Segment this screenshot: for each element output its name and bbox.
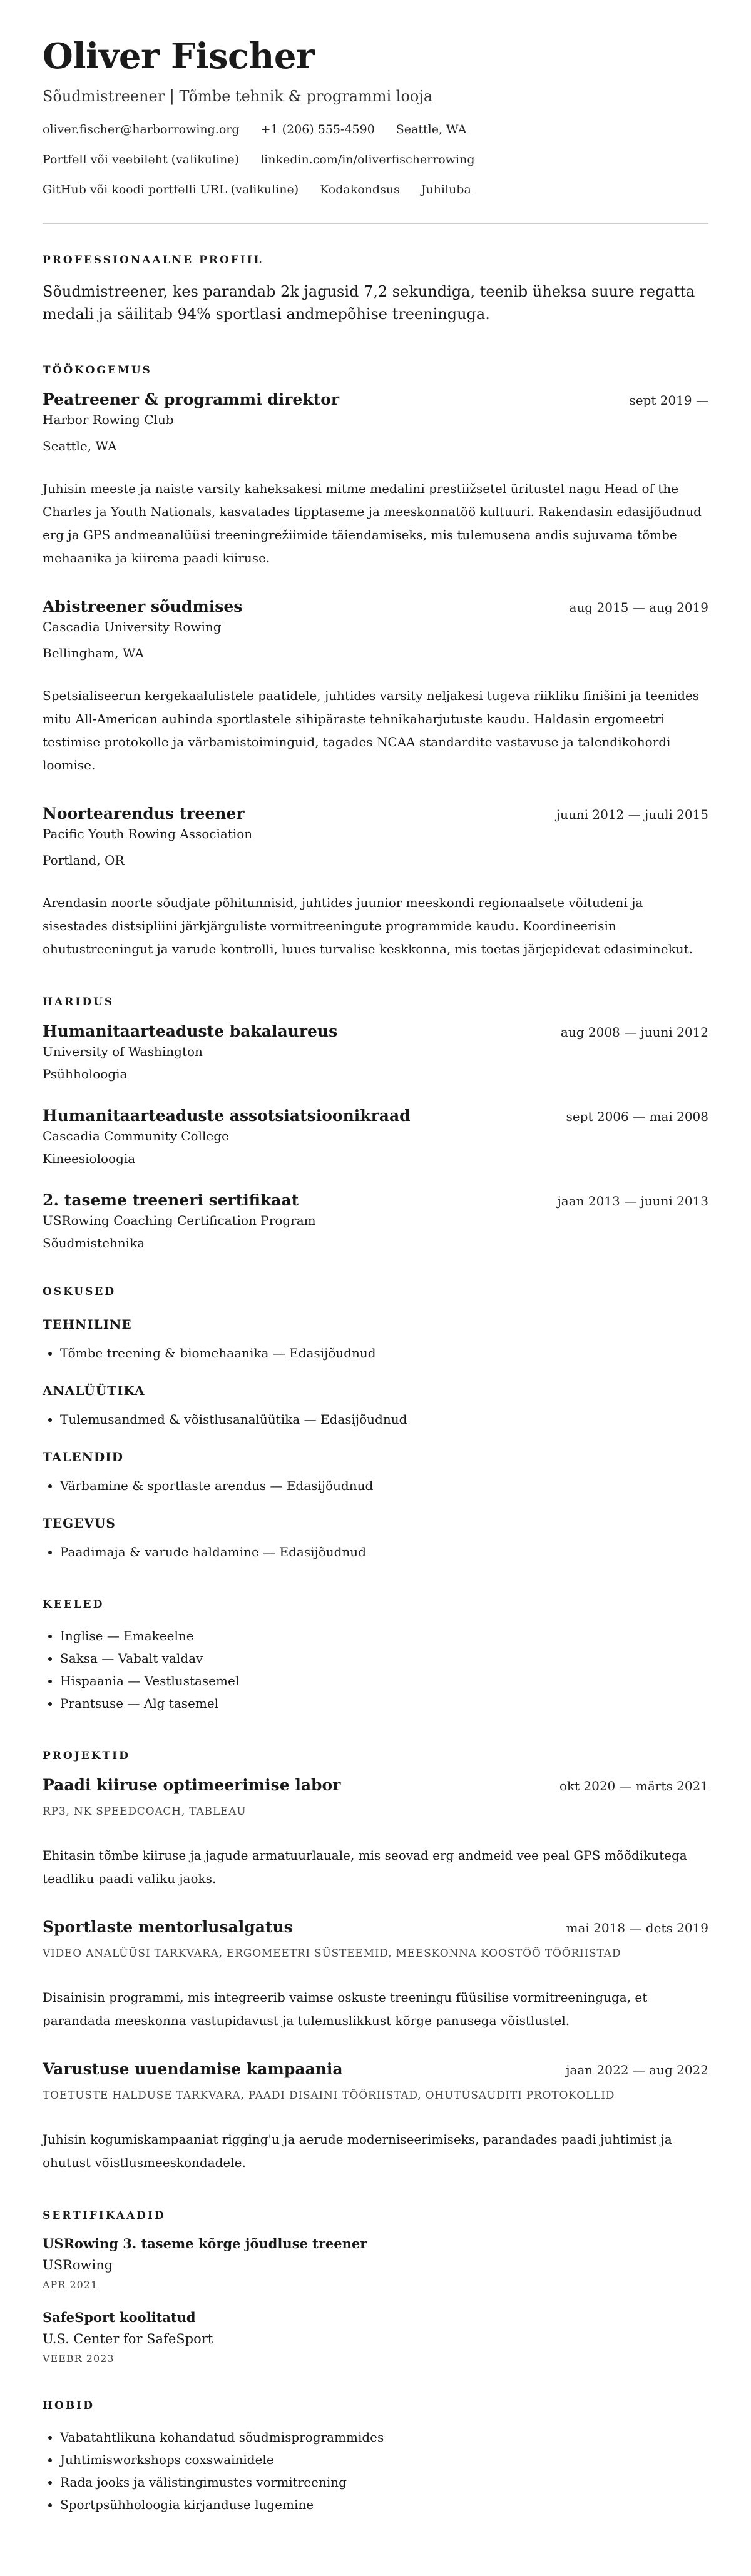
section-title-languages: KEELED <box>43 1598 105 1611</box>
skill-item: • Paadimaja & varude haldamine — Edasijõudnud <box>60 1541 708 1563</box>
job-entry <box>43 804 708 961</box>
experience-section <box>43 364 708 961</box>
languages-section <box>43 1598 708 1715</box>
job-entry <box>43 597 708 777</box>
education-entry <box>43 1191 708 1250</box>
job-location: Bellingham, WA <box>43 645 144 661</box>
skill-item: • Tulemusandmed & võistlusanalüütika — Edasijõudnud <box>60 1408 708 1431</box>
field-of-study: Sõudmistehnika <box>43 1235 145 1250</box>
degree-title: Humanitaarteaduste bakalaureus <box>43 1022 338 1040</box>
school-name: Cascadia Community College <box>43 1128 229 1143</box>
degree-title: 2. taseme treeneri sertifikaat <box>43 1190 299 1209</box>
job-description: Arendasin noorte sõudjate põhitunnisid, juhtides juunior meeskondi regionaalsete võitudeni ja sisestades distsipliini järkjärguliste vormitreeningute programmide kaudu. Koordineerisin ohutustreeningut ja varude kontrolli, luues turvalise keskkonna, mis toetas järjepidevat edasiminekut. <box>43 895 693 956</box>
skill-list <box>43 1408 708 1431</box>
section-title-skills: OSKUSED <box>43 1285 116 1298</box>
section-title-education: HARIDUS <box>43 995 115 1008</box>
skill-item: • Värbamine & sportlaste arendus — Edasijõudnud <box>60 1474 708 1497</box>
section-title-hobbies: HOBID <box>43 2399 95 2412</box>
project-dates: jaan 2022 — aug 2022 <box>566 2062 708 2077</box>
school-name: University of Washington <box>43 1043 203 1059</box>
job-location: Seattle, WA <box>43 438 117 454</box>
degree-title: Humanitaarteaduste assotsiatsioonikraad <box>43 1106 411 1125</box>
location-contact: Seattle, WA <box>396 122 467 136</box>
project-tech: VIDEO ANALÜÜSI TARKVARA, ERGOMEETRI SÜSTEEMID, MEESKONNA KOOSTÖÖ TÖÖRIISTAD <box>43 1947 621 1960</box>
project-description: Disainisin programmi, mis integreerib vaimse oskuste treeningu füüsilise vormitreeninguga, et parandada meeskonna vastupidavust ja tulemuslikkust kõrge panusega võistlustel. <box>43 1989 648 2028</box>
education-entry <box>43 1022 708 1082</box>
certifications-section <box>43 2209 708 2365</box>
profile-section <box>43 254 708 325</box>
phone-contact[interactable]: +1 (206) 555-4590 <box>260 122 375 136</box>
education-dates: aug 2008 — juuni 2012 <box>560 1024 708 1040</box>
section-title-profile: PROFESSIONAALNE PROFIIL <box>43 253 263 266</box>
language-item: • Inglise — Emakeelne <box>60 1625 708 1647</box>
job-location: Portland, OR <box>43 852 125 868</box>
github-contact[interactable]: GitHub või koodi portfelli URL (valikuline) <box>43 182 299 196</box>
linkedin-contact[interactable]: linkedin.com/in/oliverfischerrowing <box>260 152 475 166</box>
field-of-study: Kineesioloogia <box>43 1150 136 1166</box>
job-title: Noortearendus treener <box>43 804 245 823</box>
project-dates: mai 2018 — dets 2019 <box>566 1920 708 1935</box>
contact-row-1 <box>43 123 708 136</box>
email-contact[interactable]: oliver.fischer@harborrowing.org <box>43 122 240 136</box>
job-dates: juuni 2012 — juuli 2015 <box>556 806 708 822</box>
job-org: Cascadia University Rowing <box>43 619 222 634</box>
header-divider <box>43 223 708 224</box>
education-entry <box>43 1107 708 1166</box>
school-name: USRowing Coaching Certification Program <box>43 1212 316 1228</box>
certification-name: USRowing 3. taseme kõrge jõudluse treener <box>43 2235 367 2251</box>
hobby-item: • Rada jooks ja välistingimustes vormitreening <box>60 2471 708 2493</box>
section-title-certifications: SERTIFIKAADID <box>43 2209 166 2222</box>
education-section <box>43 996 708 1250</box>
skill-category: ANALÜÜTIKA <box>43 1382 145 1398</box>
section-title-experience: TÖÖKOGEMUS <box>43 363 152 377</box>
skill-list <box>43 1474 708 1497</box>
job-org: Harbor Rowing Club <box>43 412 174 427</box>
education-dates: sept 2006 — mai 2008 <box>566 1108 708 1124</box>
project-entry <box>43 1776 708 1890</box>
section-title-projects: PROJEKTID <box>43 1749 130 1762</box>
skill-item: • Tõmbe treening & biomehaanika — Edasijõudnud <box>60 1342 708 1364</box>
certification-date: APR 2021 <box>43 2278 98 2291</box>
project-title: Paadi kiiruse optimeerimise labor <box>43 1775 341 1794</box>
project-tech: TOETUSTE HALDUSE TARKVARA, PAADI DISAINI TÖÖRIISTAD, OHUTUSAUDITI PROTOKOLLID <box>43 2089 615 2102</box>
hobby-list <box>43 2426 708 2516</box>
skill-category: TALENDID <box>43 1449 123 1464</box>
candidate-name: Oliver Fischer <box>43 36 314 77</box>
project-tech: RP3, NK SPEEDCOACH, TABLEAU <box>43 1805 247 1818</box>
certification-entry <box>43 2236 708 2291</box>
language-item: • Prantsuse — Alg tasemel <box>60 1692 708 1715</box>
hobby-item: • Vabatahtlikuna kohandatud sõudmisprogrammides <box>60 2426 708 2448</box>
portfolio-contact[interactable]: Portfell või veebileht (valikuline) <box>43 152 240 166</box>
contact-row-2 <box>43 153 708 166</box>
job-title: Peatreener & programmi direktor <box>43 390 340 408</box>
job-description: Spetsialiseerun kergekaalulistele paatidele, juhtides varsity neljakesi tugeva riikliku finišini ja teenides mitu All-American auhinda sportlastele sihipäraste tehnikaharjutuste kaudu. Haldasin ergomeetri testimise protokolle ja värbamistoiminguid, tagades NCAA standardite vastavuse ja talendikohordi loomise. <box>43 687 700 773</box>
skill-list <box>43 1342 708 1364</box>
education-dates: jaan 2013 — juuni 2013 <box>557 1193 708 1209</box>
field-of-study: Psühholoogia <box>43 1066 128 1082</box>
skills-section <box>43 1285 708 1563</box>
license-contact: Juhiluba <box>421 182 471 196</box>
candidate-subtitle: Sõudmistreener | Tõmbe tehnik & programmi looja <box>43 87 433 105</box>
skill-category: TEHNILINE <box>43 1316 132 1332</box>
skill-category: TEGEVUS <box>43 1515 116 1531</box>
project-dates: okt 2020 — märts 2021 <box>559 1778 708 1793</box>
contact-row-3 <box>43 183 708 196</box>
project-description: Ehitasin tõmbe kiiruse ja jagude armatuurlauale, mis seovad erg andmeid vee peal GPS mõõdikutega teadliku paadi valiku jaoks. <box>43 1847 687 1886</box>
job-description: Juhisin meeste ja naiste varsity kaheksakesi mitme medalini prestiižsetel üritustel nagu Head of the Charles ja Youth Nationals, kasvatades tipptaseme ja meeskonnatöö kultuuri. Rakendasin edasijõudnud erg ja GPS andmeanalüüsi treeningrežiimide täiendamiseks, mis tulemusena andis sujuvama tõmbe mehaanika ja kiirema paadi kiiruse. <box>43 480 702 565</box>
hobby-item: • Sportpsühholoogia kirjanduse lugemine <box>60 2493 708 2516</box>
job-title: Abistreener sõudmises <box>43 597 243 616</box>
project-entry <box>43 1918 708 2032</box>
project-entry <box>43 2060 708 2174</box>
skill-list <box>43 1541 708 1563</box>
job-dates: sept 2019 — <box>629 392 708 408</box>
job-org: Pacific Youth Rowing Association <box>43 826 253 841</box>
hobby-item: • Juhtimisworkshops coxswainidele <box>60 2448 708 2471</box>
certification-date: VEEBR 2023 <box>43 2352 115 2365</box>
job-entry <box>43 390 708 570</box>
language-list <box>43 1625 708 1715</box>
language-item: • Hispaania — Vestlustasemel <box>60 1670 708 1692</box>
project-title: Varustuse uuendamise kampaania <box>43 2059 343 2078</box>
certification-name: SafeSport koolitatud <box>43 2309 196 2325</box>
hobbies-section <box>43 2400 708 2516</box>
project-title: Sportlaste mentorlusalgatus <box>43 1917 293 1936</box>
citizenship-contact: Kodakondsus <box>320 182 400 196</box>
certification-org: USRowing <box>43 2257 113 2273</box>
project-description: Juhisin kogumiskampaaniat rigging'u ja aerude moderniseerimiseks, parandades paadi juhtimist ja ohutust võistlusmeeskondadele. <box>43 2131 672 2170</box>
certification-entry <box>43 2310 708 2365</box>
job-dates: aug 2015 — aug 2019 <box>569 599 708 615</box>
language-item: • Saksa — Vabalt valdav <box>60 1647 708 1670</box>
profile-text: Sõudmistreener, kes parandab 2k jagusid 7,2 sekundiga, teenib üheksa suure regatta medali ja säilitab 94% sportlasi andmepõhise treeninguga. <box>43 282 695 323</box>
certification-org: U.S. Center for SafeSport <box>43 2331 213 2346</box>
projects-section <box>43 1750 708 2174</box>
